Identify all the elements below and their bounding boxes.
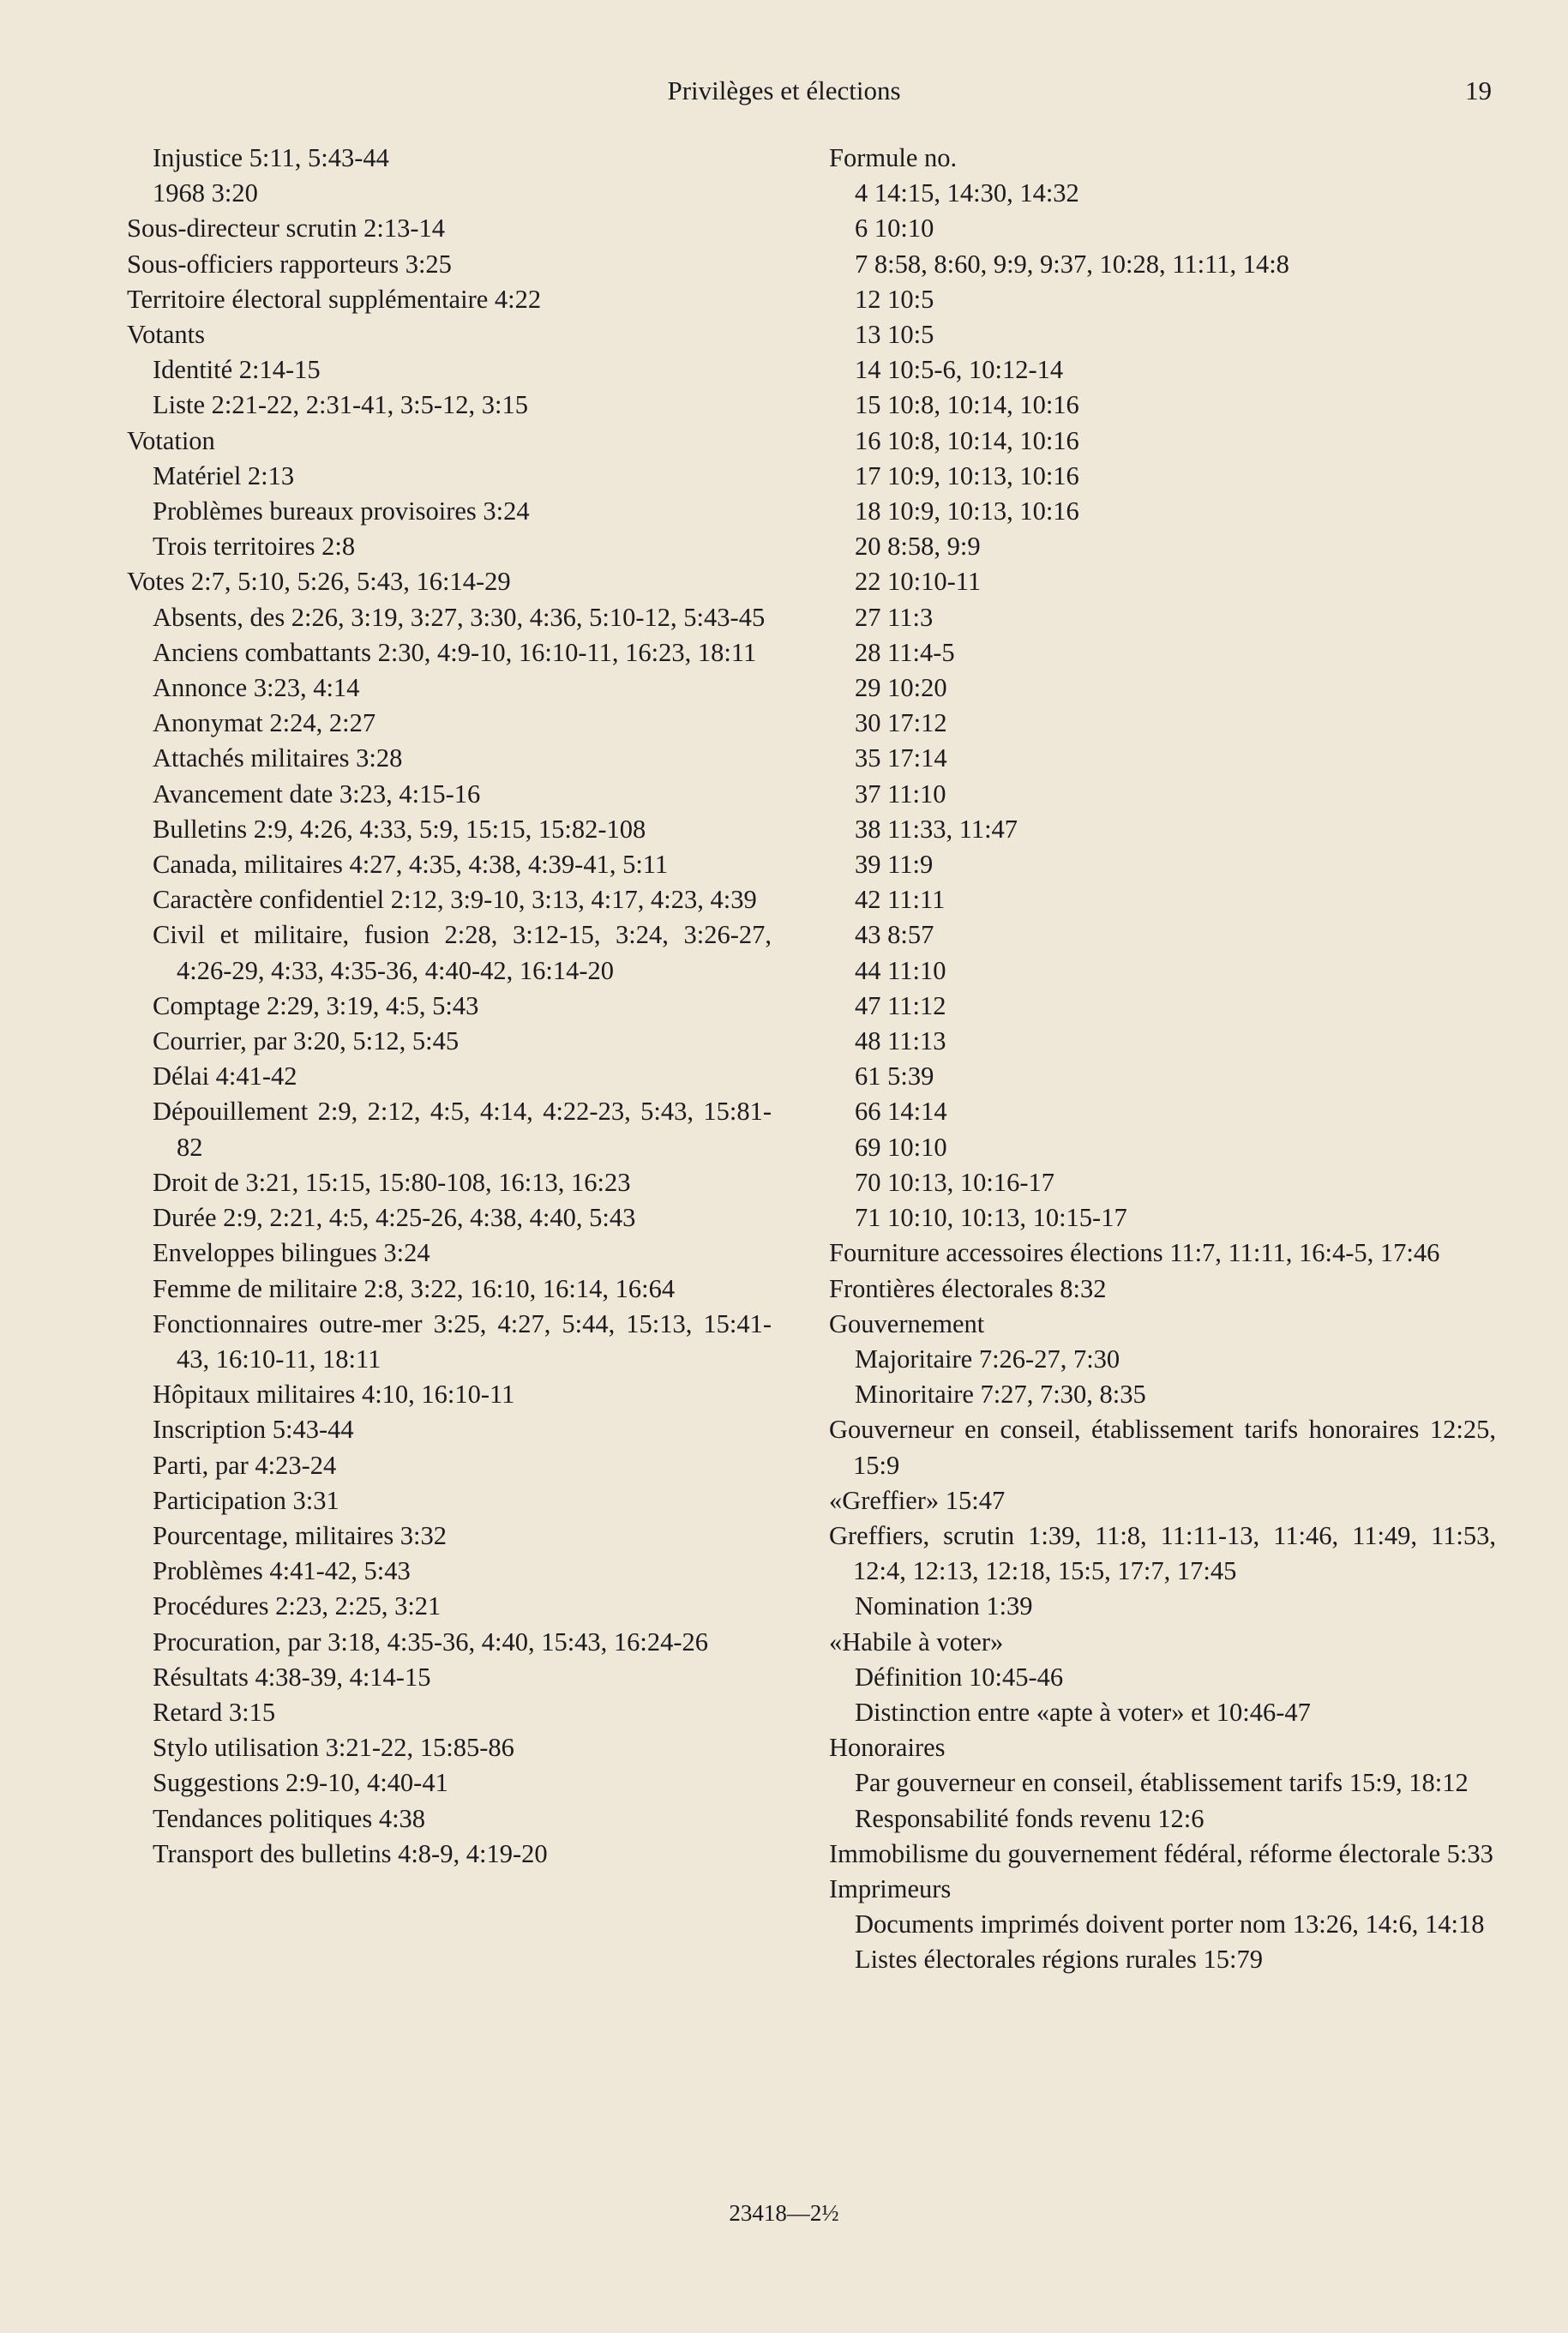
index-entry: Gouverneur en conseil, établissement tarifs honoraires 12:25, 15:9 bbox=[829, 1415, 1496, 1480]
index-subentry: Bulletins 2:9, 4:26, 4:33, 5:9, 15:15, 15:82-108 bbox=[153, 814, 646, 844]
index-subentry: Absents, des 2:26, 3:19, 3:27, 3:30, 4:36, 5:10-12, 5:43-45 bbox=[153, 602, 766, 632]
index-subentry: 16 10:8, 10:14, 10:16 bbox=[855, 425, 1079, 455]
index-subentry: Enveloppes bilingues 3:24 bbox=[153, 1238, 430, 1268]
index-entry: Sous-directeur scrutin 2:13-14 bbox=[127, 213, 446, 244]
index-column-right bbox=[829, 141, 1496, 1978]
index-subentry: Transport des bulletins 4:8-9, 4:19-20 bbox=[153, 1838, 548, 1868]
index-subentry: Procuration, par 3:18, 4:35-36, 4:40, 15:43, 16:24-26 bbox=[153, 1626, 709, 1657]
index-subentry: 47 11:12 bbox=[855, 990, 946, 1020]
index-subentry: Listes électorales régions rurales 15:79 bbox=[855, 1945, 1263, 1975]
index-subentry: Parti, par 4:23-24 bbox=[153, 1450, 337, 1480]
index-entry: Sous-officiers rapporteurs 3:25 bbox=[127, 249, 452, 279]
index-subentry: 30 17:12 bbox=[855, 708, 947, 738]
index-subentry: Liste 2:21-22, 2:31-41, 3:5-12, 3:15 bbox=[153, 390, 528, 420]
index-subentry: 27 11:3 bbox=[855, 602, 934, 632]
index-subentry: Documents imprimés doivent porter nom 13:26, 14:6, 14:18 bbox=[855, 1909, 1485, 1939]
index-entry: Territoire électoral supplémentaire 4:22 bbox=[127, 284, 542, 314]
page-number: 19 bbox=[1465, 75, 1492, 105]
index-subentry: 13 10:5 bbox=[855, 320, 934, 350]
index-subentry: Dépouillement 2:9, 2:12, 4:5, 4:14, 4:22-23, 5:43, 15:81-82 bbox=[153, 1097, 772, 1162]
index-subentry: 35 17:14 bbox=[855, 743, 947, 773]
index-subentry: Procédures 2:23, 2:25, 3:21 bbox=[153, 1591, 442, 1621]
index-subentry: Matériel 2:13 bbox=[153, 460, 295, 490]
index-subentry: 38 11:33, 11:47 bbox=[855, 814, 1018, 844]
index-entry: Votants bbox=[127, 320, 205, 350]
index-subentry: 18 10:9, 10:13, 10:16 bbox=[855, 496, 1079, 526]
index-entry: Formule no. bbox=[829, 143, 958, 172]
index-subentry: 6 10:10 bbox=[855, 213, 934, 244]
index-subentry: 71 10:10, 10:13, 10:15-17 bbox=[855, 1203, 1127, 1233]
index-subentry: 17 10:9, 10:13, 10:16 bbox=[855, 460, 1079, 490]
index-subentry: Inscription 5:43-44 bbox=[153, 1415, 354, 1445]
index-subentry: 69 10:10 bbox=[855, 1132, 947, 1162]
index-subentry: Par gouverneur en conseil, établissement tarifs 15:9, 18:12 bbox=[855, 1768, 1469, 1798]
index-subentry: 22 10:10-11 bbox=[855, 567, 982, 597]
index-subentry: Identité 2:14-15 bbox=[153, 355, 321, 385]
index-subentry: 48 11:13 bbox=[855, 1026, 946, 1056]
index-entry: Fourniture accessoires élections 11:7, 11:11, 16:4-5, 17:46 bbox=[829, 1238, 1440, 1268]
index-subentry: 4 14:15, 14:30, 14:32 bbox=[855, 178, 1079, 208]
index-subentry: Durée 2:9, 2:21, 4:5, 4:25-26, 4:38, 4:40, 5:43 bbox=[153, 1203, 636, 1233]
index-subentry: Courrier, par 3:20, 5:12, 5:45 bbox=[153, 1026, 460, 1056]
index-entry: Gouvernement bbox=[829, 1308, 985, 1338]
index-subentry: Hôpitaux militaires 4:10, 16:10-11 bbox=[153, 1380, 515, 1410]
index-subentry: 70 10:13, 10:16-17 bbox=[855, 1167, 1054, 1197]
index-subentry: 15 10:8, 10:14, 10:16 bbox=[855, 390, 1079, 420]
index-subentry: Minoritaire 7:27, 7:30, 8:35 bbox=[855, 1380, 1146, 1410]
index-subentry: 39 11:9 bbox=[855, 850, 934, 880]
index-subentry: 28 11:4-5 bbox=[855, 637, 955, 667]
index-entry: Votation bbox=[127, 425, 215, 455]
index-subentry: Femme de militaire 2:8, 3:22, 16:10, 16:14, 16:64 bbox=[153, 1273, 676, 1303]
index-subentry: Injustice 5:11, 5:43-44 bbox=[153, 143, 389, 172]
index-subentry: Attachés militaires 3:28 bbox=[153, 743, 403, 773]
running-head-title: Privilèges et élections bbox=[667, 75, 901, 105]
index-subentry: Droit de 3:21, 15:15, 15:80-108, 16:13, 16:23 bbox=[153, 1167, 631, 1197]
index-subentry: Fonctionnaires outre-mer 3:25, 4:27, 5:44, 15:13, 15:41-43, 16:10-11, 18:11 bbox=[153, 1308, 772, 1374]
index-entry: Frontières électorales 8:32 bbox=[829, 1273, 1107, 1303]
index-subentry: 14 10:5-6, 10:12-14 bbox=[855, 355, 1064, 385]
index-entry: «Greffier» 15:47 bbox=[829, 1485, 1006, 1515]
index-subentry: Stylo utilisation 3:21-22, 15:85-86 bbox=[153, 1733, 514, 1763]
index-subentry: Problèmes bureaux provisoires 3:24 bbox=[153, 496, 530, 526]
index-subentry: Anciens combattants 2:30, 4:9-10, 16:10-11, 16:23, 18:11 bbox=[153, 637, 757, 667]
printer-signature: 23418—2½ bbox=[729, 2200, 839, 2226]
index-entry: Votes 2:7, 5:10, 5:26, 5:43, 16:14-29 bbox=[127, 567, 511, 597]
index-subentry: Majoritaire 7:26-27, 7:30 bbox=[855, 1344, 1120, 1374]
index-subentry: 12 10:5 bbox=[855, 284, 934, 314]
index-subentry: 37 11:10 bbox=[855, 779, 946, 809]
index-subentry: Anonymat 2:24, 2:27 bbox=[153, 708, 376, 738]
index-subentry: Tendances politiques 4:38 bbox=[153, 1803, 426, 1833]
index-subentry: Participation 3:31 bbox=[153, 1485, 339, 1515]
index-subentry: Délai 4:41-42 bbox=[153, 1061, 297, 1091]
index-entry: Greffiers, scrutin 1:39, 11:8, 11:11-13, 11:46, 11:49, 11:53, 12:4, 12:13, 12:18, 15:5, 17:7, 17:45 bbox=[829, 1520, 1496, 1586]
index-entry: Imprimeurs bbox=[829, 1873, 952, 1903]
index-entry: Immobilisme du gouvernement fédéral, réforme électorale 5:33 bbox=[829, 1838, 1493, 1868]
index-subentry: Pourcentage, militaires 3:32 bbox=[153, 1520, 448, 1550]
index-subentry: Distinction entre «apte à voter» et 10:46-47 bbox=[855, 1697, 1311, 1727]
index-entry: Honoraires bbox=[829, 1733, 946, 1763]
index-subentry: Civil et militaire, fusion 2:28, 3:12-15, 3:24, 3:26-27, 4:26-29, 4:33, 4:35-36, 4:40-42, 16:14-20 bbox=[153, 920, 772, 985]
index-subentry: Problèmes 4:41-42, 5:43 bbox=[153, 1556, 411, 1586]
index-subentry: Caractère confidentiel 2:12, 3:9-10, 3:13, 4:17, 4:23, 4:39 bbox=[153, 885, 757, 915]
index-subentry: Annonce 3:23, 4:14 bbox=[153, 673, 360, 703]
index-subentry: Trois territoires 2:8 bbox=[153, 532, 356, 562]
index-column-left bbox=[127, 141, 772, 1872]
index-subentry: 44 11:10 bbox=[855, 955, 946, 985]
index-subentry: 7 8:58, 8:60, 9:9, 9:37, 10:28, 11:11, 14:8 bbox=[855, 249, 1289, 279]
index-subentry: 66 14:14 bbox=[855, 1097, 947, 1127]
index-subentry: 43 8:57 bbox=[855, 920, 934, 950]
index-subentry: 42 11:11 bbox=[855, 885, 946, 915]
index-subentry: Comptage 2:29, 3:19, 4:5, 5:43 bbox=[153, 990, 479, 1020]
index-subentry: 1968 3:20 bbox=[153, 178, 258, 208]
index-subentry: 29 10:20 bbox=[855, 673, 947, 703]
index-subentry: Retard 3:15 bbox=[153, 1697, 276, 1727]
index-subentry: Résultats 4:38-39, 4:14-15 bbox=[153, 1662, 431, 1692]
index-entry: «Habile à voter» bbox=[829, 1626, 1004, 1657]
index-subentry: Avancement date 3:23, 4:15-16 bbox=[153, 779, 481, 809]
index-subentry: Canada, militaires 4:27, 4:35, 4:38, 4:39-41, 5:11 bbox=[153, 850, 669, 880]
index-subentry: Définition 10:45-46 bbox=[855, 1662, 1064, 1692]
index-subentry: Nomination 1:39 bbox=[855, 1591, 1033, 1621]
index-subentry: 20 8:58, 9:9 bbox=[855, 532, 981, 562]
index-subentry: 61 5:39 bbox=[855, 1061, 934, 1091]
index-subentry: Suggestions 2:9-10, 4:40-41 bbox=[153, 1768, 448, 1798]
index-subentry: Responsabilité fonds revenu 12:6 bbox=[855, 1803, 1205, 1833]
